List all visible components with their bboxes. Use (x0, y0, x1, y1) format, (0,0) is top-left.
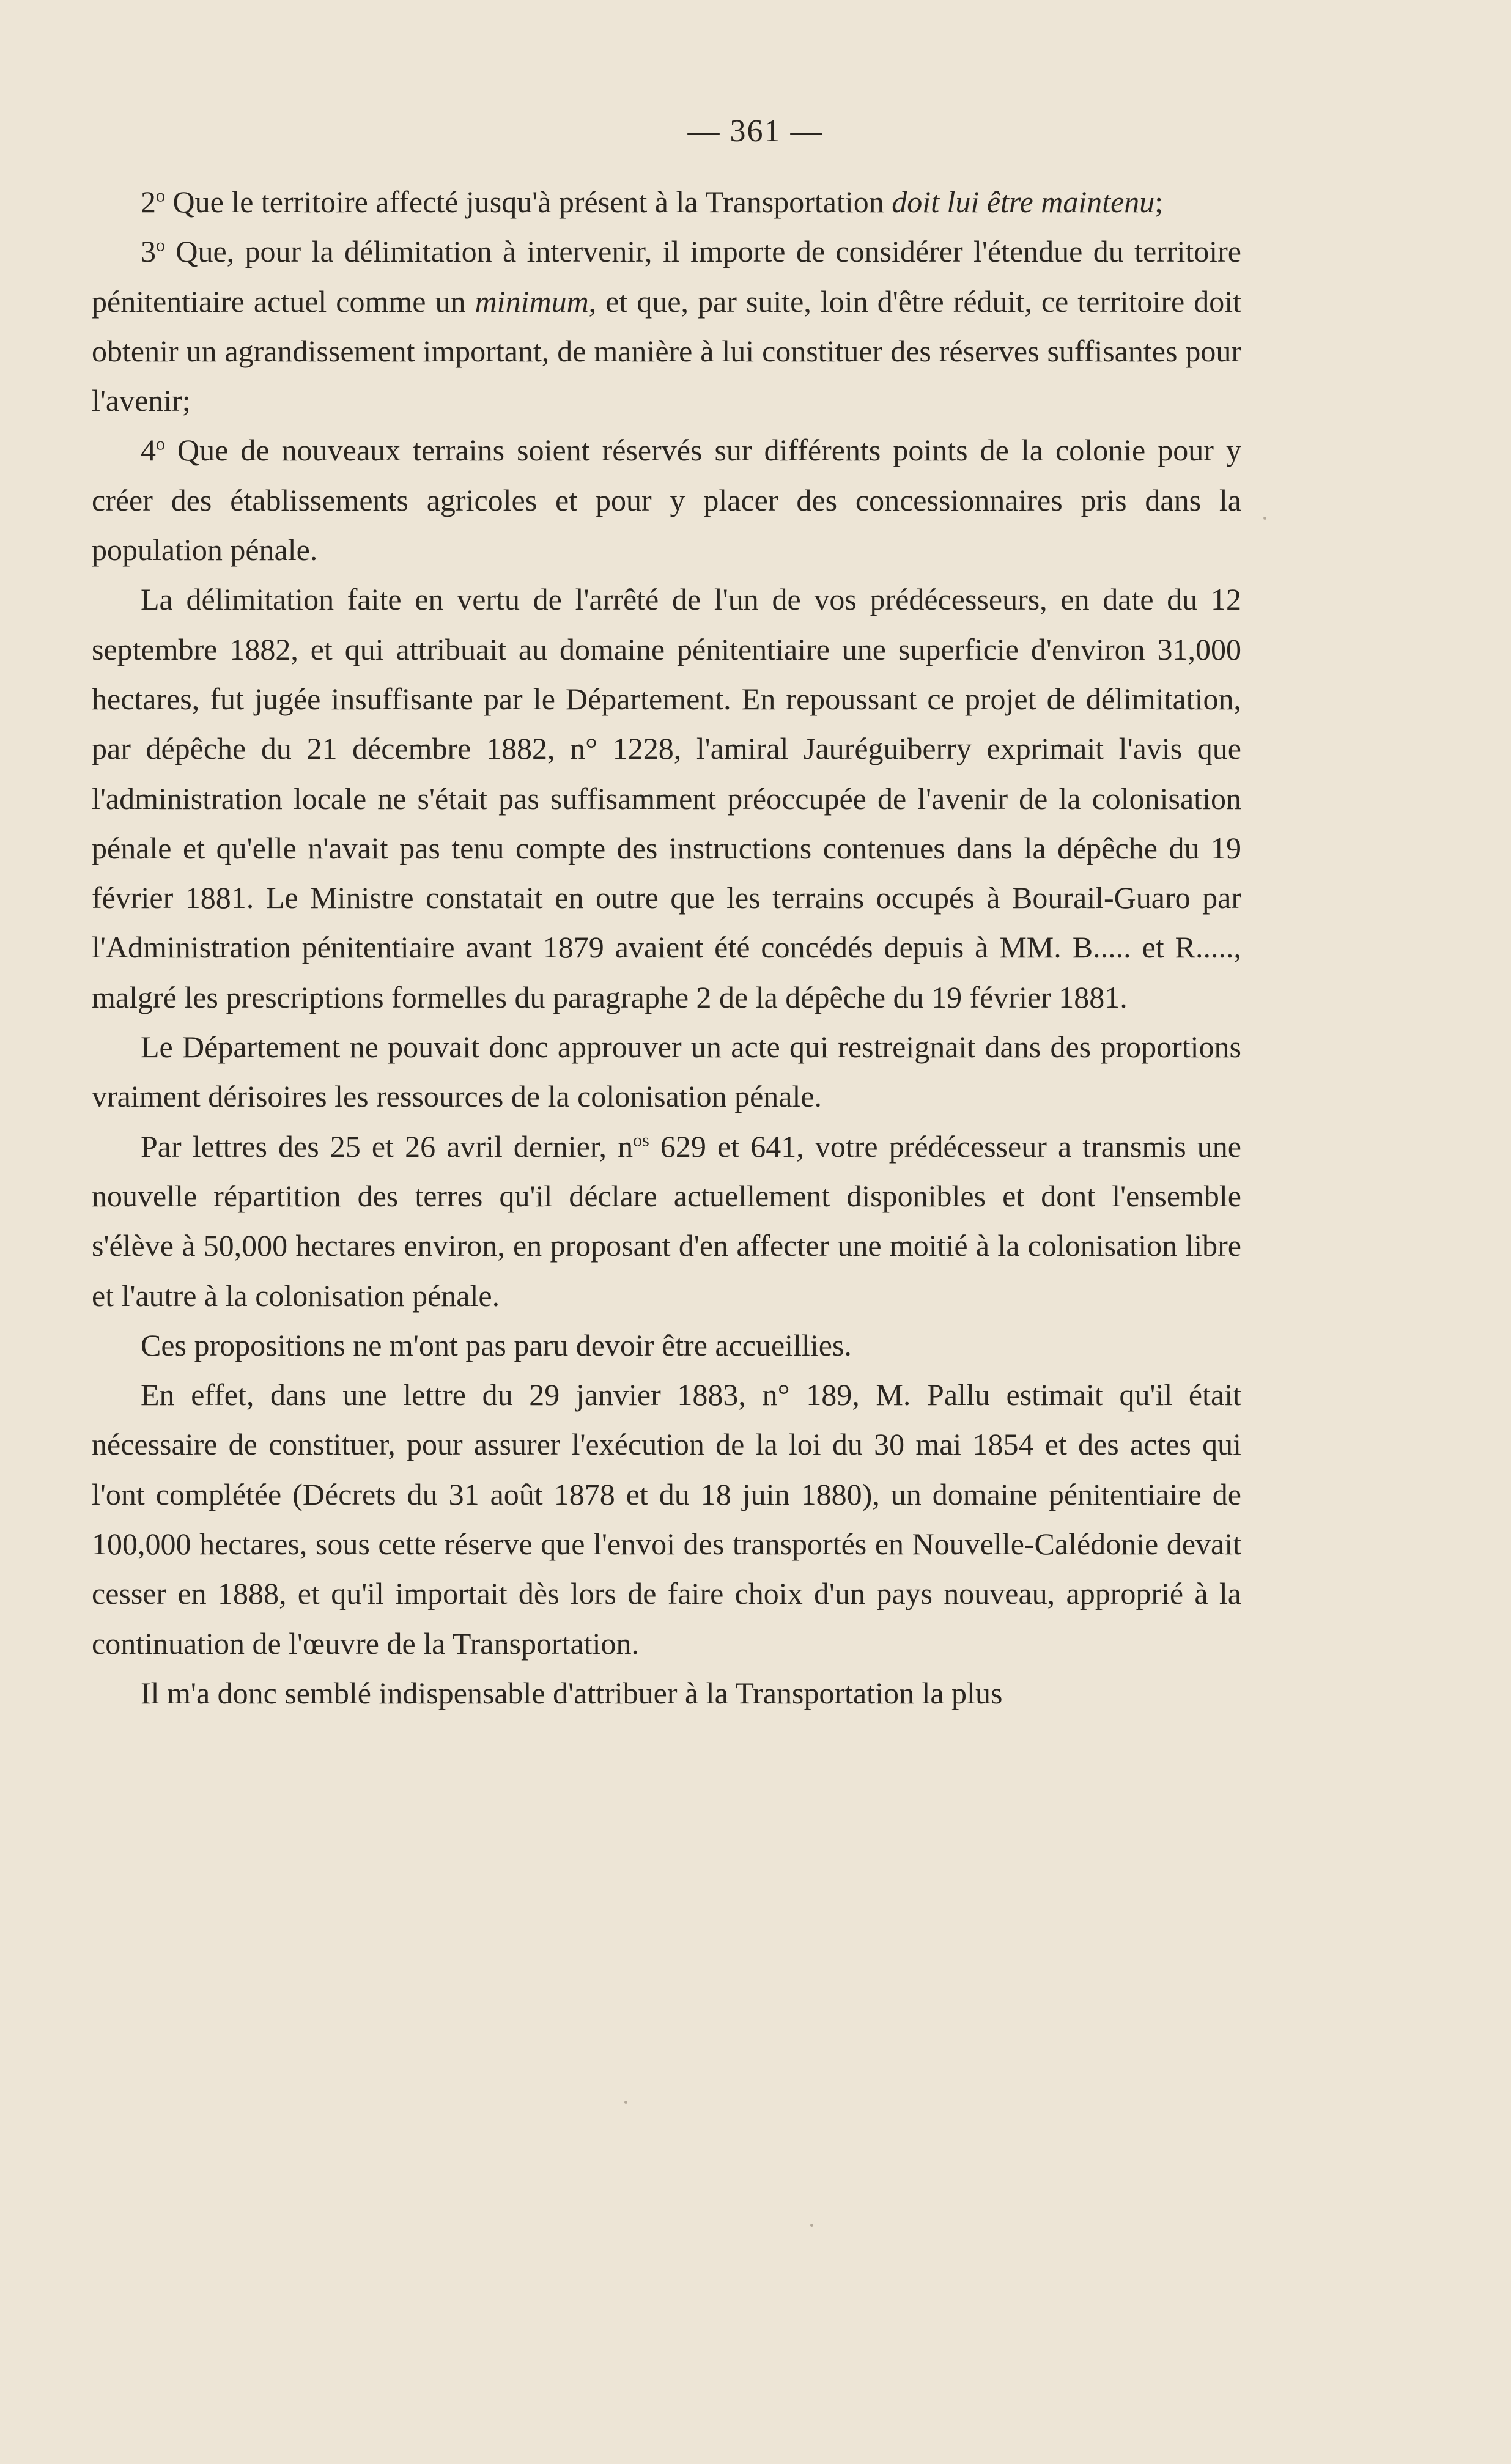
item-number: 3 (141, 234, 156, 269)
paragraph-item-3 (92, 227, 1241, 426)
paper-speck (1263, 517, 1266, 520)
item-number: 2 (141, 185, 156, 219)
paragraph-text-end: 629 et 641, votre prédécesseur a transmis une nouvelle répartition des terres qu'il déclare actuellement disponibles et dont l'ensemble s'élève à 50,000 hectares environ, en proposant d'en affecter une moitié à la colonisation libre et l'autre à la colonisation pénale. (92, 1129, 1241, 1313)
paragraph-text: Que le territoire affecté jusqu'à présent à la Transportation (165, 185, 892, 219)
paragraph-item-4 (92, 426, 1241, 575)
paragraph-text-end: , et que, par suite, loin d'être réduit, ce territoire doit obtenir un agrandissement important, de manière à lui constituer des réserves suffisantes pour l'avenir; (92, 284, 1242, 418)
paragraph-delimitation: La délimitation faite en vertu de l'arrêté de l'un de vos prédécesseurs, en date du 12 septembre 1882, et qui attribuait au domaine pénitentiaire une superficie d'environ 31,000 hectares, fut jugée insuffisante par le Département. En repoussant ce projet de délimitation, par dépêche du 21 décembre 1882, n° 1228, l'amiral Jauréguiberry exprimait l'avis que l'administration locale ne s'était pas suffisamment préoccupée de l'avenir de la colonisation pénale et qu'elle n'avait pas tenu compte des instructions contenues dans la dépêche du 19 février 1881. Le Ministre constatait en outre que les terrains occupés à Bourail-Guaro par l'Administration pénitentiaire avant 1879 avaient été concédés depuis à MM. B..... et R....., malgré les prescriptions formelles du paragraphe 2 de la dépêche du 19 février 1881. (92, 582, 1241, 1014)
paragraph-indispensable: Il m'a donc semblé indispensable d'attribuer à la Transportation la plus (141, 1675, 1003, 1710)
paragraph-item-2 (92, 177, 1241, 227)
numero-plural-marker: os (633, 1129, 649, 1150)
page-number-header: — 361 — (687, 114, 824, 149)
paragraph-propositions: Ces propositions ne m'ont pas paru devoir être accueillies. (141, 1327, 852, 1362)
ordinal-marker: o (156, 185, 165, 206)
italic-phrase: minimum (475, 284, 589, 319)
paragraph-lettres (92, 1122, 1241, 1321)
item-number: 4 (141, 433, 156, 468)
paragraph-text: Que de nouveaux terrains soient réservés sur différents points de la colonie pour y créer des établissements agricoles et pour y placer des concessionnaires pris dans la population pénale. (92, 433, 1241, 567)
italic-phrase: doit lui être maintenu (892, 185, 1155, 219)
ordinal-marker: o (156, 235, 165, 256)
paragraph-pallu: En effet, dans une lettre du 29 janvier 1883, n° 189, M. Pallu estimait qu'il était nécessaire de constituer, pour assurer l'exécution de la loi du 30 mai 1854 et des actes qui l'ont complétée (Décrets du 31 août 1878 et du 18 juin 1880), un domaine pénitentiaire de 100,000 hectares, sous cette réserve que l'envoi des transportés en Nouvelle-Calédonie devait cesser en 1888, et qu'il importait dès lors de faire choix d'un pays nouveau, approprié à la continuation de l'œuvre de la Transportation. (92, 1378, 1241, 1661)
paragraph-text-end: ; (1154, 185, 1164, 219)
ordinal-marker: o (156, 433, 165, 454)
document-body (92, 177, 1241, 1718)
paragraph-departement: Le Département ne pouvait donc approuver un acte qui restreignait dans des proportions vraiment dérisoires les ressources de la colonisation pénale. (92, 1030, 1241, 1114)
paper-speck (624, 2101, 627, 2104)
paper-speck (810, 2224, 813, 2227)
paragraph-text: Par lettres des 25 et 26 avril dernier, n (141, 1129, 634, 1164)
paragraph-text: Que, pour la délimitation à intervenir, il importe de considérer l'étendue du territoire pénitentiaire actuel comme un (92, 234, 1241, 319)
